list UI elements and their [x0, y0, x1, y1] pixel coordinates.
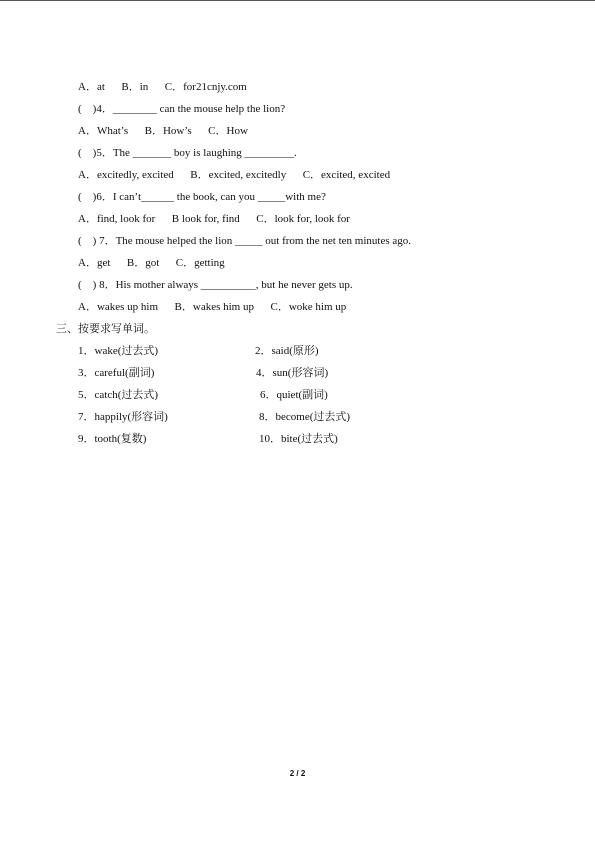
- word-item: 3．careful(副词): [78, 367, 155, 379]
- word-item: 7．happily(形容词): [78, 411, 168, 423]
- word-item: 2．said(原形): [255, 345, 319, 357]
- section-heading: 三、按要求写单词。: [56, 323, 155, 335]
- options-q6: A．find, look for B look for, find C．look for, look for: [78, 213, 350, 225]
- question-4: ( )4．________ can the mouse help the lion?: [78, 103, 286, 115]
- question-7: ( ) 7．The mouse helped the lion _____ out from the net ten minutes ago.: [78, 235, 411, 247]
- word-item: 5．catch(过去式): [78, 389, 159, 401]
- word-item: 9．tooth(复数): [78, 433, 147, 445]
- word-item: 4．sun(形容词): [256, 367, 329, 379]
- options-q4: A．What’s B．How’s C．How: [78, 125, 248, 137]
- question-6: ( )6．I can’t______ the book, can you _____with me?: [78, 191, 326, 203]
- word-item: 8．become(过去式): [259, 411, 351, 423]
- question-8: ( ) 8．His mother always __________, but he never gets up.: [78, 279, 353, 291]
- top-rule: [0, 0, 595, 1]
- word-item: 10．bite(过去式): [259, 433, 338, 445]
- options-q8: A．wakes up him B．wakes him up C．woke him up: [78, 301, 347, 313]
- word-item: 6．quiet(副词): [260, 389, 328, 401]
- options-q7: A．get B．got C．getting: [78, 257, 225, 269]
- options-q5: A．excitedly, excited B．excited, excitedly C．excited, excited: [78, 169, 391, 181]
- question-5: ( )5．The _______ boy is laughing _________.: [78, 147, 297, 159]
- word-item: 1．wake(过去式): [78, 345, 159, 357]
- page-number: 2 / 2: [289, 769, 306, 778]
- options-q3: A．at B．in C．for21cnjy.com: [78, 81, 247, 93]
